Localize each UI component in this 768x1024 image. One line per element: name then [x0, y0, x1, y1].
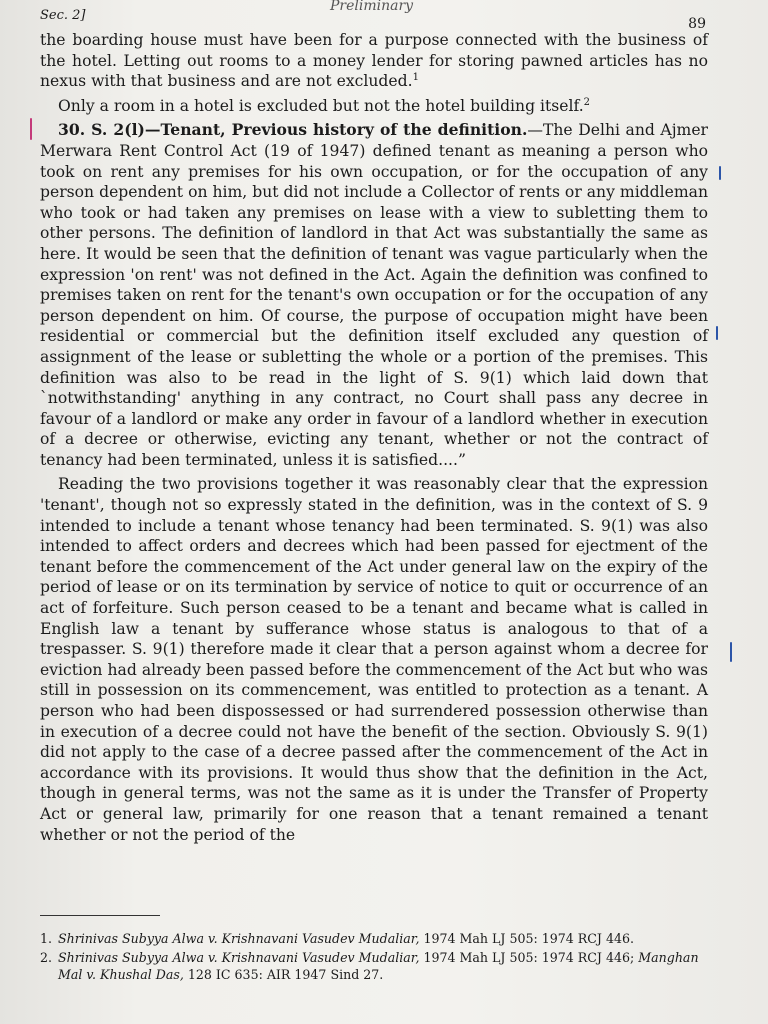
paragraph-text: —The Delhi and Ajmer Merwara Rent Control Act (19 of 1947) defined tenant as meaning a person who took on rent any premises for his own occupation, or for the occupation of any person dependent on him, but did not include a Collector of rents or any middleman who took or had taken any premises on lease with a view to subletting them to other persons. The definition of landlord in that Act was substantially the same as here. It would be seen that the definition of tenant was vague particularly when the expression 'on rent' was not defined in the Act. Again the definition was confined to premises taken on rent for the tenant's own occupation or for the occupation of any person dependent on him. Of course, the purpose of occupation might have been residential or commercial but the definition itself excluded any question of assignment of the lease or subletting the whole or a portion of the premises. This definition was also to be read in the light of S. 9(1) which laid down that `notwithstanding' anything in any contract, no Court shall pass any decree in favour of a landlord or make any order in favour of a landlord whether in execution of a decree or otherwise, evicting any tenant, whether or not the contract of tenancy had been terminated, unless it is satisfied....” — [40, 121, 708, 469]
margin-pen-mark — [30, 118, 32, 140]
margin-pen-mark — [719, 166, 721, 180]
footnote-text — [58, 930, 720, 947]
case-name: Manghan Mal v. Khushal Das, — [58, 950, 699, 982]
paragraph-boarding-house — [40, 30, 708, 92]
paragraph-hotel-room — [40, 96, 708, 117]
footnote-divider — [40, 915, 160, 916]
section-heading: 30. S. 2(l)—Tenant, Previous history of the definition. — [58, 120, 528, 140]
footnote-number: 1. — [40, 931, 53, 946]
paragraph-text: Reading the two provisions together it was reasonably clear that the expression 'tenant', though not so expressly stated in the definition, was in the context of S. 9 intended to include a tenant whose tenancy had been terminated. S. 9(1) was also intended to affect orders and decrees which had been passed for ejectment of the tenant before the commencement of the Act under general law on the expiry of the period of lease or on its termination by service of notice to quit or occurrence of an act of forfeiture. Such person ceased to be a tenant and became what is called in English law a tenant by sufferance whose status is analogous to that of a trespasser. S. 9(1) therefore made it clear that a person against whom a decree for eviction had already been passed before the commencement of the Act but who was still in possession on its commencement, was entitled to protection as a tenant. A person who had been dispossessed or had surrendered possession otherwise than in execution of a decree could not have the benefit of the section. Obviously S. 9(1) did not apply to the case of a decree passed after the commencement of the Act in accordance with its provisions. It would thus show that the definition in the Act, though in general terms, was not the same as it is under the Transfer of Property Act or general law, primarily for one reason that a tenant remained a tenant whether or not the period of the — [40, 475, 708, 844]
citation: 1974 Mah LJ 505: 1974 RCJ 446. — [419, 931, 634, 946]
margin-pen-mark — [716, 326, 718, 340]
footnotes — [40, 930, 720, 985]
citation: 128 IC 635: AIR 1947 Sind 27. — [183, 967, 384, 982]
page-number: 89 — [688, 16, 706, 32]
page-title: Preliminary — [330, 0, 414, 14]
footnote-2 — [40, 949, 720, 983]
citation: 1974 Mah LJ 505: 1974 RCJ 446; — [419, 950, 635, 965]
section-label: Sec. 2] — [40, 8, 86, 23]
footnote-ref-1: 1 — [412, 72, 419, 83]
footnote-number: 2. — [40, 950, 53, 965]
paragraph-text: Only a room in a hotel is excluded but not the hotel building itself. — [58, 96, 584, 115]
footnote-1 — [40, 930, 720, 947]
case-name: Shrinivas Subyya Alwa v. Krishnavani Vasudev Mudaliar, — [58, 931, 420, 946]
running-head — [40, 0, 710, 32]
footnote-ref-2: 2 — [583, 96, 591, 108]
paragraph-text: the boarding house must have been for a purpose connected with the business of the hotel. Letting out rooms to a money lender for storing pawned articles has no nexus with that business and are not excluded. — [40, 31, 708, 91]
case-name: Shrinivas Subyya Alwa v. Krishnavani Vasudev Mudaliar, — [58, 950, 420, 965]
footnote-text — [58, 949, 720, 983]
paragraph-section-30 — [40, 120, 708, 470]
margin-pen-mark — [730, 642, 732, 662]
paragraph-reading-provisions — [40, 474, 708, 845]
body-text — [40, 30, 708, 845]
